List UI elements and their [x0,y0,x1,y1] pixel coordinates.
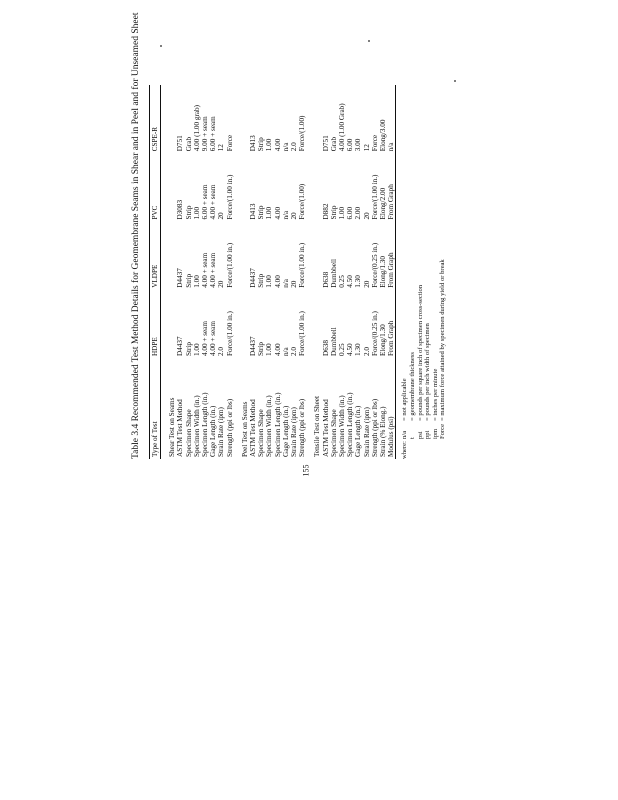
row-label: Gage Length (in.) [209,405,218,457]
table-cell: 12 [217,144,226,152]
table-cell: Force/(0.25 in.) [370,311,379,357]
footnote-text: = geomembrane thickness [409,352,417,421]
table-cell: 1.00 [338,206,347,220]
table-cell: 4.50 [346,275,355,288]
column-header: PVC [150,153,161,221]
table-cell: From Graph [387,290,396,358]
table-cell: Strip [257,342,266,357]
footnote [401,85,409,459]
table-row [201,85,209,459]
row-label: Specimen Shape [329,409,338,457]
row-label: Strain (% Elong.) [379,406,388,457]
row-label: Strength (ppi or lbs) [298,398,307,457]
row-label: Strength (ppi or lbs) [370,398,379,457]
section-shear [161,85,234,459]
table-cell: 20 [362,212,371,220]
table-cell: n/a [387,85,396,153]
table-cell: D882 [321,203,330,220]
table-cell: n/a [281,347,290,357]
row-label: ASTM Test Method [249,399,258,457]
footnote-symbol: psi [416,431,424,439]
table-row [257,85,265,459]
row-label: Specimen Shape [257,409,266,457]
footnote-lead [409,439,417,459]
table-cell: D638 [321,271,330,288]
table-cell: n/a [281,279,290,288]
table-cell: 4.00 + seam [201,321,210,357]
test-method-table [149,85,396,459]
table-cell: D3083 [176,199,185,220]
footnote [417,85,425,459]
table-header-row [150,85,161,459]
table-footnotes [401,85,447,459]
table-cell: 20 [217,212,226,220]
table-row [265,85,273,459]
table-cell: 2.0 [290,142,299,152]
table-cell: D751 [321,135,330,152]
table-cell: Elong/2.00 [379,187,388,220]
row-label: Specimen Length (in.) [273,392,282,457]
section-title: Peel Test on Seams [240,401,249,457]
row-label: Strength (ppi or lbs) [225,398,234,457]
column-header: HDPE [150,290,161,358]
table-row [371,85,379,459]
table-cell: Force [370,134,379,152]
footnote [439,85,447,459]
table-cell: 1.30 [354,343,363,357]
table-row [387,85,396,459]
table-row [249,85,257,459]
row-label: Strain Rate (ipm) [290,407,299,457]
section-title: Tensile Test on Sheet [313,396,322,457]
row-label: Strain Rate (ipm) [362,407,371,457]
footnote-text: = maximum force attained by specimen during yield or break [439,259,447,421]
table-cell: Strip [329,205,338,220]
table-cell: 4.00 (1.00 grab) [192,104,201,152]
table-cell: n/a [281,210,290,220]
table-cell: From Graph [387,222,396,290]
scan-speck [454,80,456,82]
table-cell: 1.30 [354,275,363,288]
table-cell: Strip [184,342,193,357]
footnote [424,85,432,459]
footnote-text: = not applicable [401,378,409,421]
footnote-lead [439,439,447,459]
table-row [379,85,387,459]
table-row [217,85,225,459]
footnote-text: = inches per minute [431,368,439,421]
table-row [274,85,282,459]
table-cell: Dumbbell [329,259,338,288]
table-row [322,85,330,459]
row-label: Specimen Length (in.) [201,392,210,457]
table-cell: 1.00 [192,343,201,357]
table-row [290,85,298,459]
table-cell: D4437 [249,336,258,357]
section-heading-row [166,85,176,459]
table-cell: Strip [184,205,193,220]
table-cell: 20 [290,212,299,220]
table-cell: D638 [321,340,330,357]
row-label: ASTM Test Method [176,399,185,457]
footnote [432,85,440,459]
table-cell: Force/(1.00 in.) [225,242,234,288]
footnote-text: = pounds per inch width of specimen [424,323,432,421]
section-heading-row [311,85,321,459]
scan-speck [368,40,370,42]
footnote-symbol: t [409,437,417,439]
table-cell: 6.00 [346,206,355,220]
rotated-table-page [131,12,489,459]
footnote-symbol: ipm [431,428,439,439]
footnote-symbol: n/a [401,430,409,439]
footnote-lead: where: [401,441,409,459]
footnote-text: = pounds per square inch of specimen cross-section [416,284,424,421]
table-row [185,85,193,459]
table-title: Table 3.4 Recommended Test Method Details for Geomembrane Seams in Shear and in Peel and for Unseamed Sheet [131,12,141,459]
table-cell: 1.00 [265,206,274,220]
table-cell: 4.00 [273,138,282,152]
footnote [409,85,417,459]
table-cell: 9.00 + seam [201,116,210,152]
table-cell: Force/(0.25 in.) [370,242,379,288]
section-peel [234,85,307,459]
table-cell: 0.25 [338,275,347,288]
table-cell: Force/(1.00 in.) [298,242,307,288]
row-label: Specimen Shape [184,409,193,457]
table-row [282,85,290,459]
table-cell: 1.00 [265,343,274,357]
footnote-lead [432,439,440,459]
table-cell: 3.00 [354,138,363,152]
table-cell: Grab [329,136,338,152]
table-cell: Force [225,134,234,152]
table-cell: 1.00 [192,206,201,220]
table-cell: Strip [257,137,266,152]
table-cell: 4.00 + seam [209,184,218,220]
table-cell: Grab [184,136,193,152]
table-cell: Force/(1.00 in.) [370,174,379,220]
row-label: Specimen Length (in.) [346,392,355,457]
table-cell: Force/(1.00 in.) [225,311,234,357]
table-cell: 4.00 [273,275,282,288]
table-row [346,85,354,459]
column-header: VLDPE [150,222,161,290]
footnote-symbol: ppi [424,430,432,439]
table-row [330,85,338,459]
table-cell: 4.00 [273,206,282,220]
table-row [176,85,184,459]
table-cell: 4.00 + seam [201,252,210,288]
row-label: Gage Length (in.) [281,405,290,457]
footnote-symbol: Force [439,423,447,439]
table-cell: Force/(1.00) [298,183,307,220]
table-cell: Elong/1.30 [379,324,388,357]
table-cell: 4.00 [273,343,282,357]
table-cell: 2.0 [290,347,299,357]
table-cell: D4437 [176,268,185,288]
column-header: CSPE-R [150,85,161,153]
section-heading-row [239,85,249,459]
table-cell: n/a [281,142,290,152]
row-label: Modulus (psi) [387,358,396,459]
row-label: Gage Length (in.) [354,405,363,457]
table-cell: Strip [257,273,266,288]
table-cell: 20 [362,280,371,288]
section-title: Shear Test on Seams [168,397,177,457]
row-label: Specimen Width (in.) [192,395,201,457]
table-cell: Force/(1.00 in.) [225,174,234,220]
table-cell: 1.00 [192,275,201,288]
table-row [209,85,217,459]
footnote-lead [424,439,432,459]
table-cell: 4.00 (1.00 Grab) [338,103,347,152]
table-cell: 6.00 [346,138,355,152]
table-cell: 2.00 [354,206,363,220]
table-cell: 4.50 [346,343,355,357]
table-cell: Strip [257,205,266,220]
table-row [354,85,362,459]
table-cell: Dumbbell [329,327,338,357]
table-cell: Elong/1.30 [379,256,388,288]
table-row [338,85,346,459]
table-cell: D751 [176,135,185,152]
table-cell: Force/(1.00) [298,115,307,152]
table-cell: 4.00 + seam [209,321,218,357]
table-cell: 1.00 [265,138,274,152]
table-row [193,85,201,459]
table-cell: D4437 [176,336,185,357]
table-cell: 0.25 [338,343,347,357]
table-cell: 20 [217,280,226,288]
table-row [363,85,371,459]
table-cell: 12 [362,144,371,152]
table-cell: 2.0 [217,347,226,357]
table-cell: Force/(1.00 in.) [298,311,307,357]
table-row [226,85,234,459]
table-cell: 2.0 [362,347,371,357]
table-cell: 6.00 + seam [201,184,210,220]
table-row [298,85,306,459]
table-cell: 6.00 + seam [209,116,218,152]
row-label: ASTM Test Method [321,399,330,457]
scan-speck [160,45,162,47]
table-cell: D4437 [249,268,258,288]
table-cell: D413 [249,135,258,152]
row-label: Specimen Width (in.) [338,395,347,457]
table-cell: D413 [249,203,258,220]
section-tensile [306,85,396,459]
page-number: 155 [301,464,311,477]
row-label: Strain Rate (ipm) [217,407,226,457]
table-cell: Strip [184,273,193,288]
row-label: Specimen Width (in.) [265,395,274,457]
table-cell: From Graph [387,153,396,221]
table-cell: 20 [290,280,299,288]
table-cell: 1.00 [265,275,274,288]
footnote-lead [417,439,425,459]
table-cell: 4.00 + seam [209,252,218,288]
table-cell: Elong/3.00 [379,119,388,152]
column-header: Type of Test [150,358,161,459]
